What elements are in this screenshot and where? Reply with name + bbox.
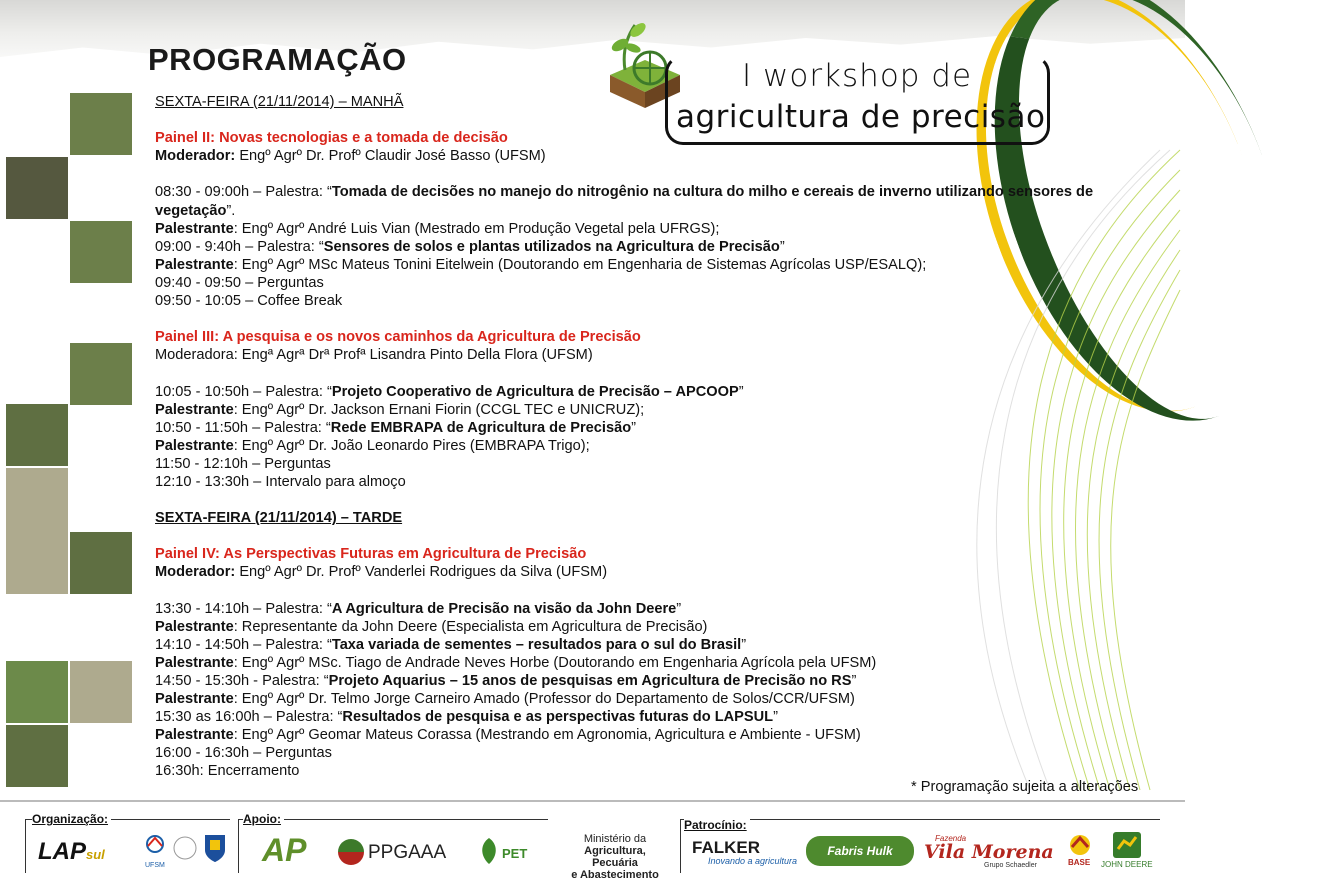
- fabris-hulk-logo: Fabris Hulk: [806, 836, 914, 866]
- seal-icon: [172, 832, 198, 864]
- panel-3-speaker-2: Palestrante: Engº Agrº Dr. João Leonardo Pires (EMBRAPA Trigo);: [155, 437, 590, 454]
- decorative-square: [6, 468, 68, 594]
- schedule-note: * Programação sujeita a alterações: [911, 779, 1139, 795]
- panel-4-talk-4: 15:30 as 16:00h – Palestra: “Resultados de pesquisa e as perspectivas futuras do LAPSUL”: [155, 709, 778, 726]
- john-deere-deer-icon: [1112, 831, 1142, 859]
- apoio-label: Apoio:: [243, 812, 284, 826]
- fazenda-label: Fazenda: [935, 834, 967, 843]
- decorative-square: [70, 221, 132, 283]
- panel-3-moderator: Moderadora: Engª Agrª Drª Profª Lisandra Pinto Della Flora (UFSM): [155, 347, 593, 364]
- panel-4-speaker-2: Palestrante: Engº Agrº MSc. Tiago de Andrade Neves Horbe (Doutorando em Engenharia Agrícola pela UFSM): [155, 654, 877, 671]
- panel-4-title: Painel IV: As Perspectivas Futuras em Agricultura de Precisão: [155, 546, 587, 563]
- panel-2-speaker-2: Palestrante: Engº Agrº MSc Mateus Tonini Eitelwein (Doutorando em Engenharia de Sistemas Agrícolas USP/ESALQ);: [155, 256, 927, 273]
- panel-4-speaker-3: Palestrante: Engº Agrº Dr. Telmo Jorge Carneiro Amado (Professor do Departamento de Solos/CCR/UFSM): [155, 691, 855, 708]
- schedule-item: 16:00 - 16:30h – Perguntas: [155, 745, 332, 762]
- coat-of-arms-icon: [202, 832, 228, 864]
- panel-4-talk-3: 14:50 - 15:30h - Palestra: “Projeto Aquarius – 15 anos de pesquisas em Agricultura de Precisão no RS”: [155, 673, 857, 689]
- page-title: PROGRAMAÇÃO: [148, 42, 407, 77]
- john-deere-label: JOHN DEERE: [1101, 860, 1153, 869]
- panel-4-speaker-1: Palestrante: Representante da John Deere (Especialista em Agricultura de Precisão): [155, 618, 708, 635]
- panel-4-talk-2: 14:10 - 14:50h – Palestra: “Taxa variada de sementes – resultados para o sul do Brasil”: [155, 636, 747, 653]
- decorative-square: [70, 661, 132, 723]
- panel-2-title: Painel II: Novas tecnologias e a tomada de decisão: [155, 130, 508, 147]
- morning-day-heading: SEXTA-FEIRA (21/11/2014) – MANHÃ: [155, 94, 404, 110]
- decorative-square: [70, 93, 132, 155]
- schedule-item: 12:10 - 13:30h – Intervalo para almoço: [155, 473, 406, 490]
- panel-3-title: Painel III: A pesquisa e os novos caminhos da Agricultura de Precisão: [155, 329, 641, 346]
- base-label: BASE: [1068, 858, 1091, 867]
- panel-3-speaker-1: Palestrante: Engº Agrº Dr. Jackson Ernani Fiorin (CCGL TEC e UNICRUZ);: [155, 401, 645, 418]
- decorative-square: [70, 343, 132, 405]
- panel-4-talk-1: 13:30 - 14:10h – Palestra: “A Agricultura de Precisão na visão da John Deere”: [155, 600, 682, 617]
- pet-leaf-icon: [476, 836, 502, 866]
- ufsm-label: UFSM: [145, 862, 165, 869]
- ministerio-logo: Ministério da Agricultura, Pecuária e Abastecimento: [571, 833, 659, 881]
- patrocinio-label: Patrocínio:: [684, 818, 750, 832]
- afternoon-day-heading: SEXTA-FEIRA (21/11/2014) – TARDE: [155, 510, 403, 527]
- program-content: [155, 93, 1155, 781]
- grupo-label: Grupo Schaedler: [984, 862, 1037, 869]
- schedule-item: 09:40 - 09:50 – Perguntas: [155, 274, 324, 291]
- panel-2-talk-1: 08:30 - 09:00h – Palestra: “Tomada de decisões no manejo do nitrogênio na cultura do milho e cereais de inverno utilizando sensores de vegetação”.: [155, 184, 1094, 219]
- base-logo-icon: [1066, 833, 1094, 857]
- panel-3-talk-2: 10:50 - 11:50h – Palestra: “Rede EMBRAPA de Agricultura de Precisão”: [155, 419, 636, 436]
- pet-logo: PET: [502, 846, 528, 861]
- panel-4-moderator: Moderador: Engº Agrº Dr. Profº Vanderlei Rodrigues da Silva (UFSM): [155, 564, 608, 581]
- vila-morena-logo: Vila Morena: [924, 841, 1054, 863]
- panel-2-speaker-1: Palestrante: Engº Agrº André Luis Vian (Mestrado em Produção Vegetal pela UFRGS);: [155, 220, 720, 237]
- schedule-item: 11:50 - 12:10h – Perguntas: [155, 455, 331, 472]
- schedule-item: 09:50 - 10:05 – Coffee Break: [155, 293, 343, 310]
- decorative-square: [70, 532, 132, 594]
- schedule-item: 16:30h: Encerramento: [155, 763, 300, 780]
- falker-tagline: Inovando a agricultura: [708, 856, 798, 866]
- panel-2-talk-2: 09:00 - 9:40h – Palestra: “Sensores de solos e plantas utilizados na Agricultura de Precisão”: [155, 238, 785, 255]
- decorative-square: [6, 157, 68, 219]
- decorative-square: [6, 404, 68, 466]
- falker-logo: FALKER: [692, 838, 760, 857]
- logo-line-2: agricultura de precisão: [676, 99, 1046, 135]
- panel-2-moderator: Moderador: Engº Agrº Dr. Profº Claudir José Basso (UFSM): [155, 148, 546, 165]
- panel-4-speaker-4: Palestrante: Engº Agrº Geomar Mateus Corassa (Mestrando em Agronomia, Agricultura e Ambiente - UFSM): [155, 727, 861, 744]
- decorative-square: [6, 725, 68, 787]
- lapsul-logo: LAPsul: [38, 838, 105, 865]
- ufsm-logo-icon: [140, 832, 170, 866]
- panel-3-talk-1: 10:05 - 10:50h – Palestra: “Projeto Cooperativo de Agricultura de Precisão – APCOOP”: [155, 383, 744, 400]
- decorative-square: [6, 661, 68, 723]
- ap-logo: AP: [262, 832, 307, 868]
- ppgaaa-logo: PPGAAA: [368, 842, 447, 863]
- logo-line-1: I workshop de: [742, 58, 973, 94]
- org-label: Organização:: [32, 812, 111, 826]
- ppgaaa-icon: [336, 838, 366, 866]
